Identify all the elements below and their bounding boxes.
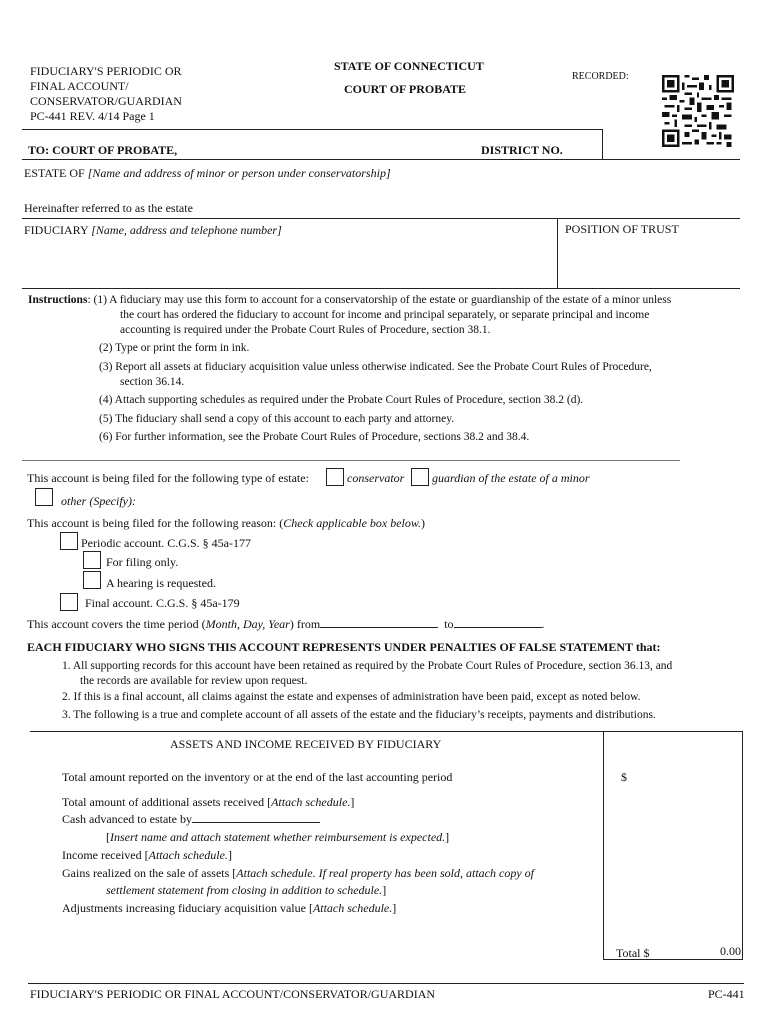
to-row-bottom: [22, 159, 740, 160]
period-to-field[interactable]: [454, 617, 542, 628]
fiduciary-bottom: [22, 288, 740, 289]
header-vertical-divider: [602, 129, 603, 160]
hearing-label: A hearing is requested.: [106, 576, 216, 590]
instruction-3-line-1: (3) Report all assets at fiduciary acquisition value unless otherwise indicated. See the Probate Court Rules of Procedure,: [99, 361, 652, 373]
qr-code-icon: [662, 75, 734, 147]
cash-advanced-field[interactable]: [192, 812, 320, 823]
filing-only-label: For filing only.: [106, 555, 179, 569]
estate-type-prompt: This account is being filed for the following type of estate:: [27, 471, 309, 485]
instruction-2: (2) Type or print the form in ink.: [99, 342, 250, 354]
hearing-checkbox[interactable]: [83, 571, 101, 589]
assets-heading: ASSETS AND INCOME RECEIVED BY FIDUCIARY: [170, 737, 442, 751]
estate-label: ESTATE OF: [24, 166, 85, 180]
representation-1-line-2: the records are available for review upon request.: [80, 675, 308, 687]
court-heading: COURT OF PROBATE: [344, 82, 467, 96]
total-label: Total $: [616, 946, 650, 960]
gains-text: Gains realized on the sale of assets [: [62, 866, 237, 880]
reason-prompt: [27, 516, 425, 531]
additional-assets-hint: Attach schedule.: [271, 795, 351, 809]
assets-column-divider: [603, 731, 604, 959]
cash-advanced-line: [62, 812, 320, 827]
to-court-label: TO: COURT OF PROBATE,: [28, 143, 178, 157]
adjustments-hint: Attach schedule.: [312, 901, 393, 915]
fiduciary-field[interactable]: [24, 240, 554, 286]
period-from-field[interactable]: [320, 617, 438, 628]
state-heading: STATE OF CONNECTICUT: [334, 59, 484, 73]
representation-1-line-1: 1. All supporting records for this account have been retained as required by the Probate Court Rules of Procedure, section 36.13, and: [62, 660, 673, 672]
instructions-bottom: [22, 460, 680, 461]
hereinafter-note: Hereinafter referred to as the estate: [24, 201, 193, 215]
insert-name-line: [Insert name and attach statement whether reimbursement is expected.]: [106, 830, 450, 844]
adjustments-text: Adjustments increasing fiduciary acquisition value [: [62, 901, 313, 915]
period-prefix: This account covers the time period (: [27, 617, 206, 631]
adjustments-line: Adjustments increasing fiduciary acquisition value [Attach schedule.]: [62, 901, 397, 915]
final-account-checkbox[interactable]: [60, 593, 78, 611]
guardian-checkbox[interactable]: [411, 468, 429, 486]
footer-form-number: PC-441: [708, 987, 745, 1001]
assets-top: [30, 731, 742, 732]
other-label: other (Specify):: [61, 494, 136, 508]
cash-advanced-text: Cash advanced to estate by: [62, 812, 192, 826]
conservator-checkbox[interactable]: [326, 468, 344, 486]
header-divider: [22, 129, 602, 130]
form-title-line-4: PC-441 REV. 4/14 Page 1: [30, 109, 155, 123]
reason-prompt-end: ): [421, 516, 426, 530]
position-of-trust-label: POSITION OF TRUST: [565, 222, 679, 236]
income-received-hint: Attach schedule.: [148, 848, 228, 862]
representation-3: 3. The following is a true and complete account of all assets of the estate and the fiduciary’s receipts, payments and distributions.: [62, 709, 656, 721]
estate-hint: [Name and address of minor or person under conservatorship]: [87, 166, 391, 180]
form-title-line-2: FINAL ACCOUNT/: [30, 79, 129, 93]
fiduciary-label-row: [24, 223, 282, 238]
period-end: .: [541, 617, 545, 631]
recorded-label: RECORDED:: [572, 71, 629, 82]
instructions-label: Instructions: [28, 294, 88, 306]
form-title-line-1: FIDUCIARY'S PERIODIC OR: [30, 64, 182, 78]
estate-bottom: [22, 218, 740, 219]
income-received-line: Income received [Attach schedule.]: [62, 848, 232, 862]
income-received-text: Income received [: [62, 848, 149, 862]
conservator-label: conservator: [347, 471, 405, 485]
gains-line: [62, 866, 534, 881]
fiduciary-vertical-divider: [557, 218, 558, 288]
period-to-label: to: [444, 617, 454, 631]
period-from-label: ) from: [289, 617, 321, 631]
estate-label-row: [24, 166, 391, 181]
inventory-line: Total amount reported on the inventory or at the end of the last accounting period: [62, 770, 453, 784]
periodic-label: Periodic account. C.G.S. § 45a-177: [81, 536, 251, 550]
gains-line-2: settlement statement from closing in addition to schedule.]: [106, 883, 387, 897]
estate-field[interactable]: [24, 182, 740, 198]
total-value[interactable]: 0.00: [720, 944, 741, 958]
form-title-line-3: CONSERVATOR/GUARDIAN: [30, 94, 182, 108]
period-row: [27, 617, 545, 632]
assets-right-border: [742, 731, 743, 959]
reason-prompt-hint: Check applicable box below.: [283, 516, 422, 530]
insert-name-hint: Insert name and attach statement whether reimbursement is expected.: [110, 830, 446, 844]
instruction-3-line-2: section 36.14.: [120, 376, 185, 388]
period-hint: Month, Day, Year: [205, 617, 290, 631]
gains-hint: Attach schedule. If real property has been sold, attach copy of: [236, 866, 534, 880]
dollar-sign: $: [621, 770, 627, 784]
footer-title: FIDUCIARY'S PERIODIC OR FINAL ACCOUNT/CONSERVATOR/GUARDIAN: [30, 987, 436, 1001]
footer-line: [28, 983, 744, 984]
position-of-trust-field[interactable]: [561, 240, 739, 286]
reason-prompt-text: This account is being filed for the following reason: (: [27, 516, 284, 530]
representation-2: 2. If this is a final account, all claims against the estate and expenses of administration have been paid, except as noted below.: [62, 691, 641, 703]
guardian-label: guardian of the estate of a minor: [432, 471, 590, 485]
instruction-5: (5) The fiduciary shall send a copy of this account to each party and attorney.: [99, 413, 455, 425]
fiduciary-hint: [Name, address and telephone number]: [91, 223, 282, 237]
additional-assets-text: Total amount of additional assets received [: [62, 795, 272, 809]
instruction-1-line-2: the court has ordered the fiduciary to account for income and principal separately, or separate principal and income: [120, 309, 650, 321]
district-label: DISTRICT NO.: [481, 143, 563, 157]
inventory-amount-field[interactable]: [632, 767, 738, 785]
gains-hint-2: settlement statement from closing in addition to schedule.: [106, 883, 383, 897]
instruction-6: (6) For further information, see the Probate Court Rules of Procedure, sections 38.2 and 38.4.: [99, 431, 530, 443]
instruction-4: (4) Attach supporting schedules as required under the Probate Court Rules of Procedure, section 38.2 (d).: [99, 394, 584, 406]
representation-heading: EACH FIDUCIARY WHO SIGNS THIS ACCOUNT REPRESENTS UNDER PENALTIES OF FALSE STATEMENT that:: [27, 640, 661, 654]
instruction-1-line-3: accounting is required under the Probate Court Rules of Procedure, section 38.1.: [120, 324, 491, 336]
additional-assets-line: Total amount of additional assets received [Attach schedule.]: [62, 795, 355, 809]
assets-bottom: [603, 959, 743, 960]
instruction-1-line-1: (1) A fiduciary may use this form to account for a conservatorship of the estate or guardianship of the estate of a minor unless: [93, 294, 672, 306]
filing-only-checkbox[interactable]: [83, 551, 101, 569]
fiduciary-label: FIDUCIARY: [24, 223, 89, 237]
final-account-label: Final account. C.G.S. § 45a-179: [85, 596, 240, 610]
periodic-checkbox[interactable]: [60, 532, 78, 550]
other-checkbox[interactable]: [35, 488, 53, 506]
